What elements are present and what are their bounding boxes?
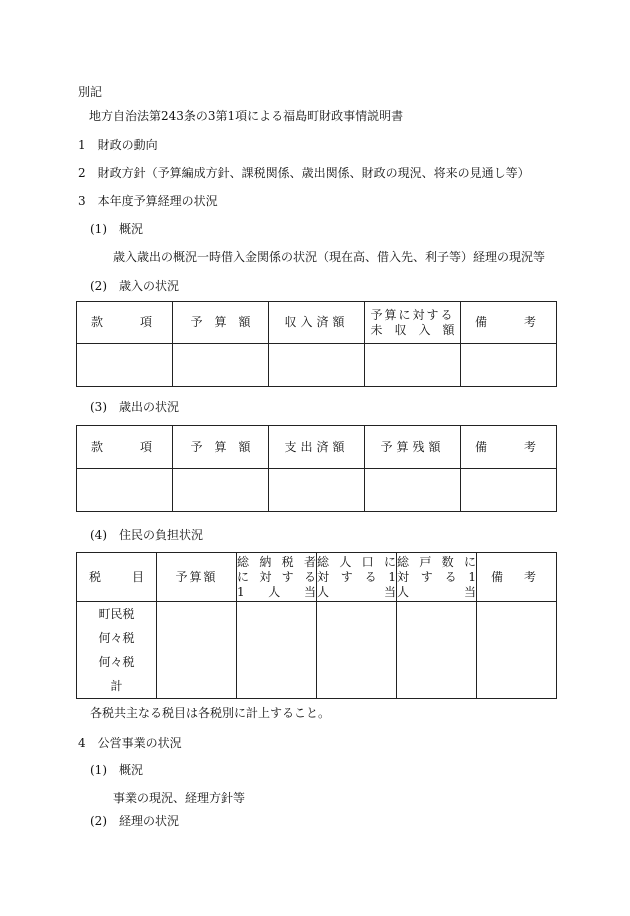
burden-row-label: 町民税: [98, 607, 135, 621]
subsection-4-2-heading: (2) 経理の状況: [90, 814, 179, 828]
subsection-3-1-heading: (1) 概況: [90, 222, 143, 236]
subsection-3-2-heading: (2) 歳入の状況: [90, 279, 179, 293]
burden-row-label: 計: [110, 679, 123, 693]
document-title: 地方自治法第243条の3第1項による福島町財政事情説明書: [89, 109, 404, 123]
expense-header-row: [77, 426, 557, 469]
expense-body-row: [77, 469, 557, 512]
expense-header-remarks: 備 考: [461, 426, 557, 469]
burden-header-remarks: 備 考: [477, 553, 557, 602]
burden-row-label: 何々税: [98, 655, 135, 669]
revenue-header-row: [77, 302, 557, 344]
burden-body-row: [77, 602, 557, 699]
expense-header-spent: 支出済額: [269, 426, 365, 469]
burden-header-budget: 予算額: [157, 553, 237, 602]
burden-tax-list: [77, 602, 157, 699]
expense-header-item: 款 項: [77, 426, 173, 469]
burden-row-label: 何々税: [98, 631, 135, 645]
section-2-heading: 2 財政方針（予算編成方針、課税関係、歳出関係、財政の現況、将来の見通し等）: [78, 166, 530, 180]
subsection-4-1-text: 事業の現況、経理方針等: [113, 791, 246, 805]
subsection-3-4-heading: (4) 住民の負担状況: [90, 528, 203, 542]
burden-note: 各税共主なる税目は各税別に計上すること。: [90, 706, 331, 720]
revenue-header-received: 収入済額: [269, 302, 365, 344]
subsection-3-3-heading: (3) 歳出の状況: [90, 400, 179, 414]
section-1-heading: 1 財政の動向: [78, 138, 158, 152]
revenue-header-item: 款 項: [77, 302, 173, 344]
burden-header-per-household: 総 戸 数 に 対 す る 1 人 当: [397, 553, 477, 602]
burden-header-per-capita: 総 人 口 に 対 す る 1 人 当: [317, 553, 397, 602]
section-4-heading: 4 公営事業の状況: [78, 736, 182, 750]
section-3-heading: 3 本年度予算経理の状況: [78, 194, 218, 208]
revenue-body-row: [77, 344, 557, 387]
revenue-table: [76, 301, 557, 387]
burden-table: [76, 552, 557, 699]
expense-header-remaining: 予算残額: [365, 426, 461, 469]
appendix-heading: 別記: [78, 85, 103, 99]
revenue-header-remarks: 備 考: [461, 302, 557, 344]
expense-table: [76, 425, 557, 512]
expense-header-budget: 予 算 額: [173, 426, 269, 469]
revenue-header-budget: 予 算 額: [173, 302, 269, 344]
burden-header-row: [77, 553, 557, 602]
subsection-4-1-heading: (1) 概況: [90, 763, 143, 777]
revenue-header-uncollected: 予算に対する 未 収 入 額: [365, 302, 461, 344]
subsection-3-1-text: 歳入歳出の概況一時借入金関係の状況（現在高、借入先、利子等）経理の現況等: [113, 250, 546, 264]
burden-header-per-taxpayer: 総 納 税 者 に 対 す る 1 人 当: [237, 553, 317, 602]
burden-header-tax: 税 目: [77, 553, 157, 602]
